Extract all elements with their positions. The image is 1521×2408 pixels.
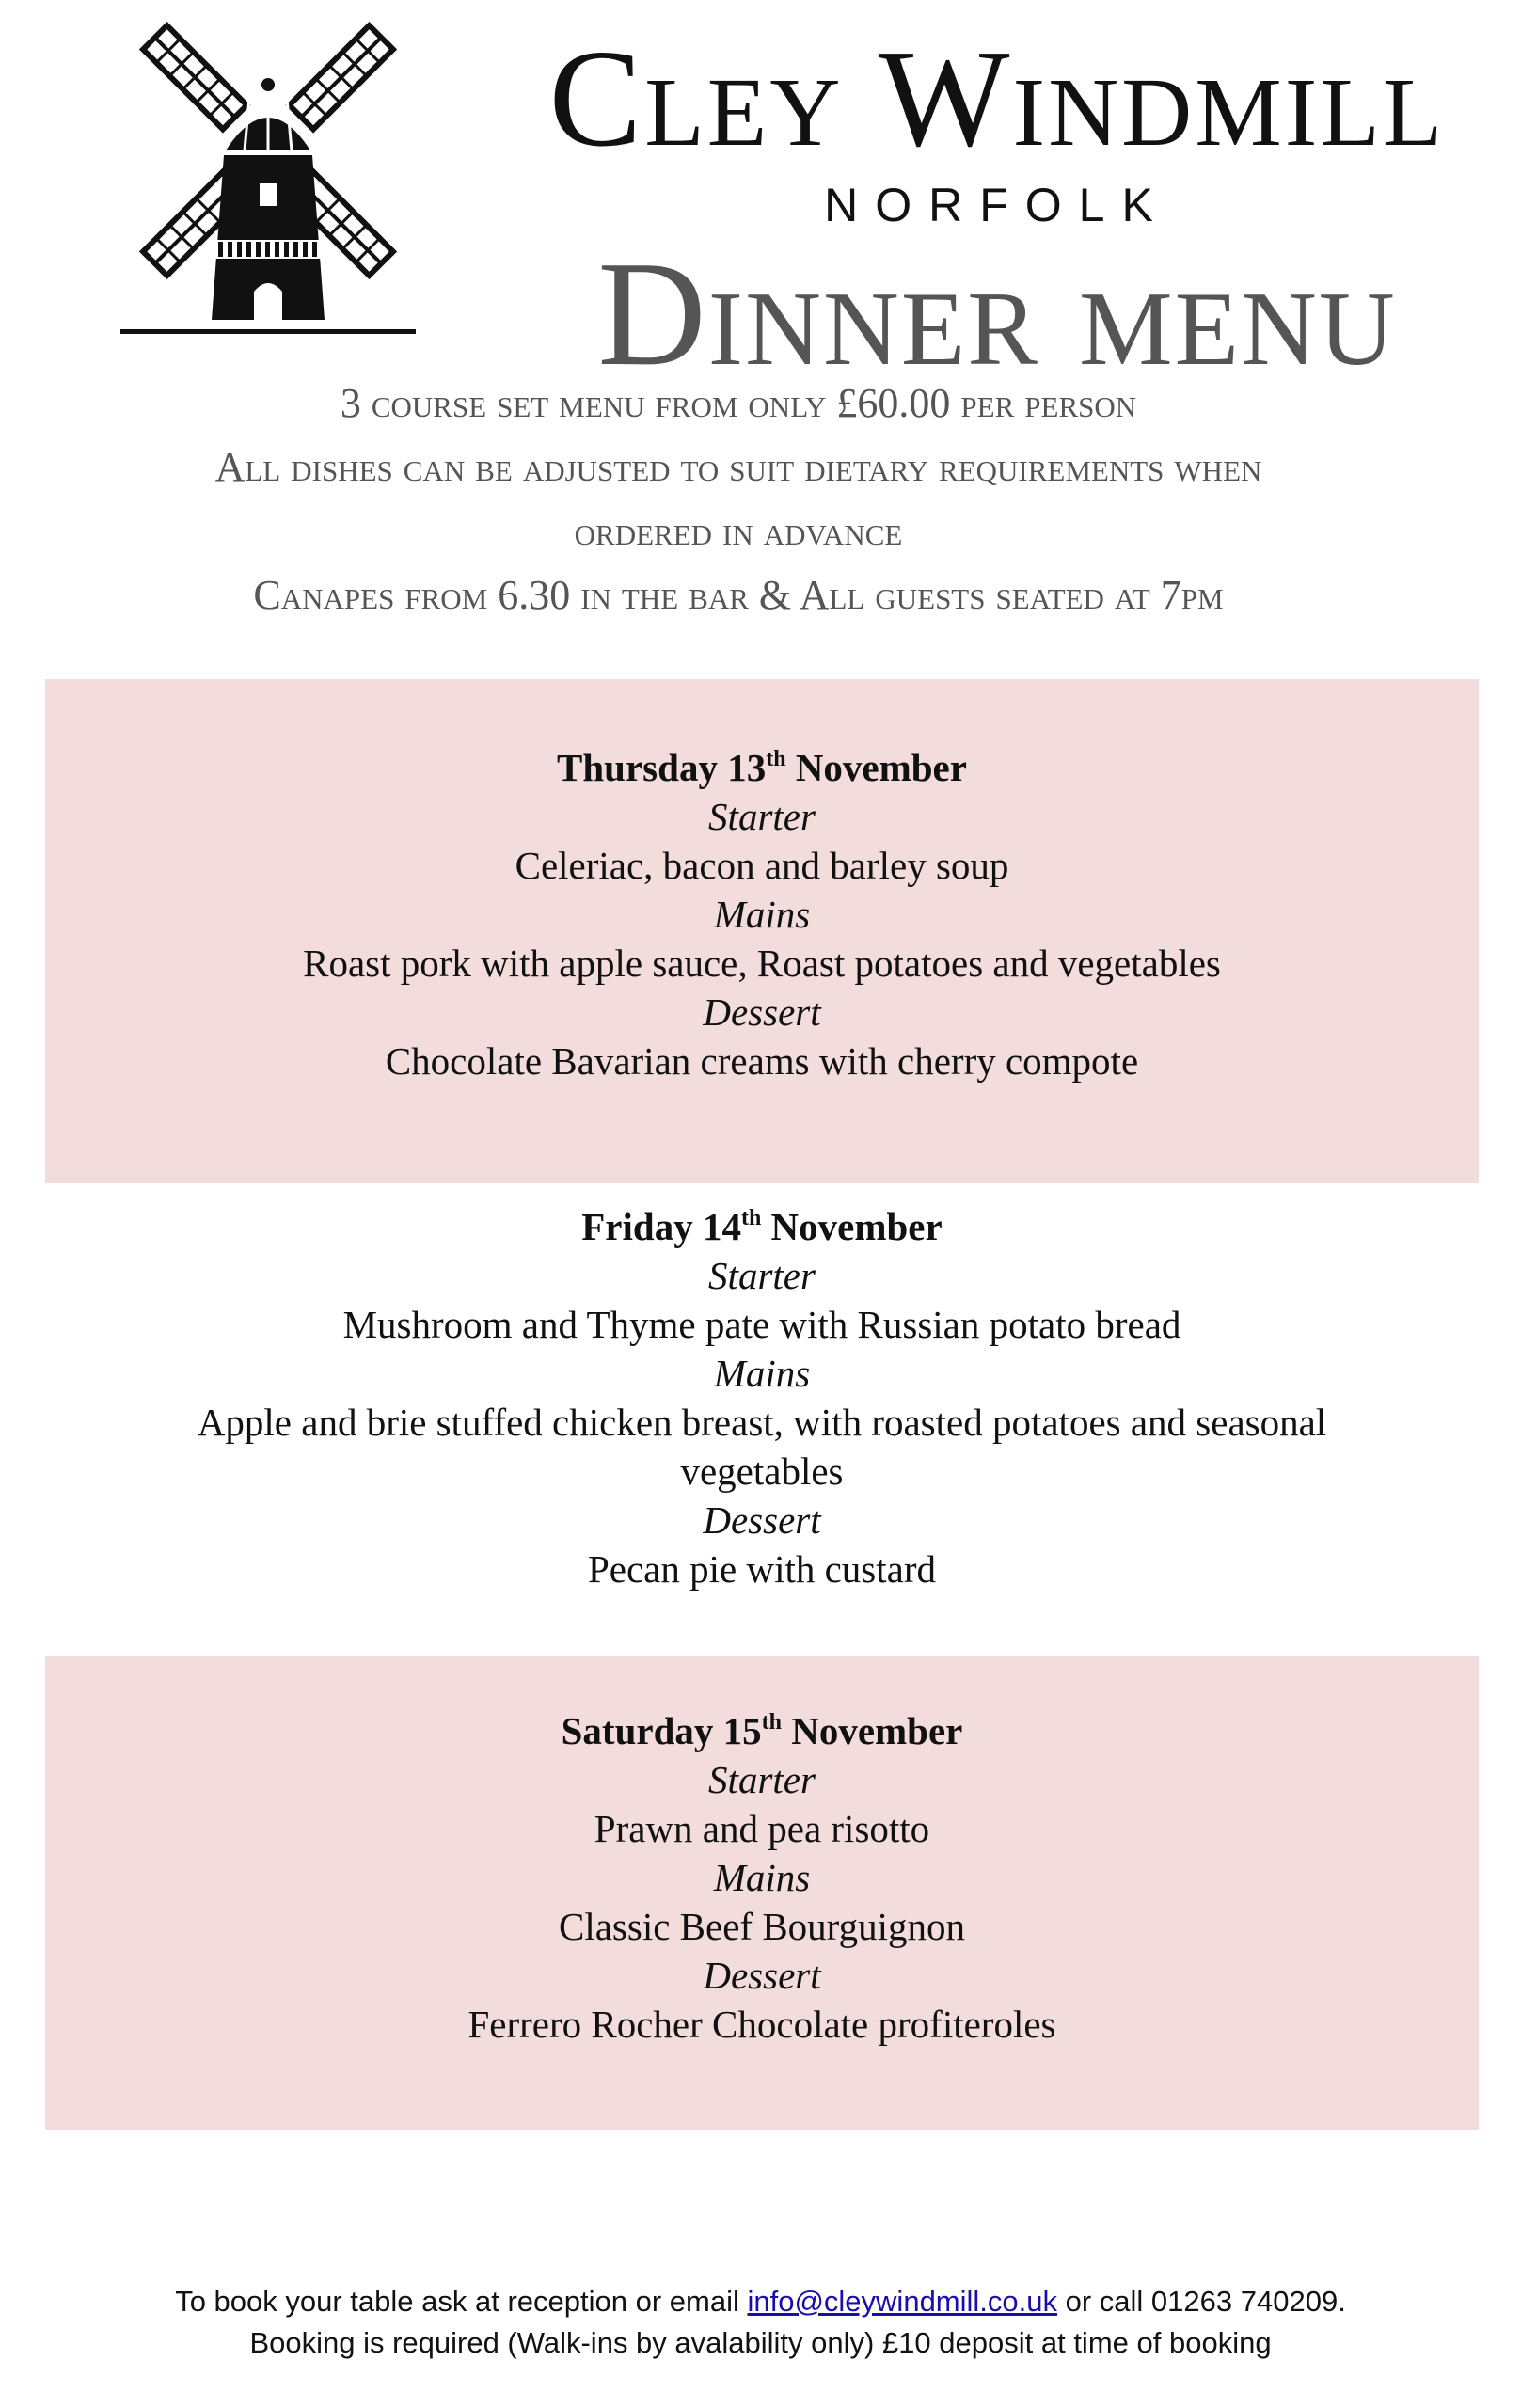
dish-starter: Prawn and pea risotto xyxy=(594,1807,930,1850)
menu-day-friday xyxy=(45,1202,1479,1635)
menu-day-thursday xyxy=(45,679,1479,1183)
day-suffix: th xyxy=(740,1206,762,1230)
course-label-starter: Starter xyxy=(708,1758,816,1801)
day-suffix: th xyxy=(766,747,786,771)
day-date: Thursday 13 xyxy=(557,746,767,789)
dish-dessert: Pecan pie with custard xyxy=(587,1547,937,1591)
day-date: Friday 14 xyxy=(581,1205,741,1248)
dish-starter: Celeriac, bacon and barley soup xyxy=(515,844,1009,887)
menu-title: Dinner menu xyxy=(597,230,1397,397)
day-title xyxy=(45,743,1479,792)
course-label-starter: Starter xyxy=(708,1254,816,1297)
email-link[interactable]: info@cleywindmill.co.uk xyxy=(747,2285,1057,2318)
day-suffix: th xyxy=(761,1710,782,1735)
dish-dessert: Chocolate Bavarian creams with cherry compote xyxy=(385,1039,1139,1083)
header xyxy=(0,0,1521,658)
brand-block xyxy=(508,22,1486,397)
booking-text: To book your table ask at reception or email xyxy=(175,2285,739,2318)
intro-line: Canapes from 6.30 in the bar & All guests seated at 7pm xyxy=(253,572,1224,618)
day-month: November xyxy=(791,1709,963,1752)
day-date: Saturday 15 xyxy=(561,1709,762,1752)
day-month: November xyxy=(770,1205,943,1248)
course-label-dessert: Dessert xyxy=(703,1498,821,1542)
dish-mains: Classic Beef Bourguignon xyxy=(559,1905,965,1948)
location-name: NORFOLK xyxy=(824,179,1170,231)
course-label-dessert: Dessert xyxy=(703,990,821,1034)
dish-mains-line: Apple and brie stuffed chicken breast, with roasted potatoes and seasonal xyxy=(197,1401,1327,1444)
dish-mains: Roast pork with apple sauce, Roast potatoes and vegetables xyxy=(303,942,1221,985)
intro-line: ordered in advance xyxy=(574,508,903,554)
day-title xyxy=(45,1202,1479,1251)
booking-line xyxy=(0,2281,1521,2322)
course-label-dessert: Dessert xyxy=(703,1954,821,1997)
course-label-starter: Starter xyxy=(708,795,816,838)
dish-starter: Mushroom and Thyme pate with Russian potato bread xyxy=(342,1303,1181,1346)
intro-line: All dishes can be adjusted to suit dietary requirements when xyxy=(214,444,1262,490)
menu-day-saturday xyxy=(45,1656,1479,2130)
day-title xyxy=(45,1706,1479,1755)
deposit-line: Booking is required (Walk-ins by avalability only) £10 deposit at time of booking xyxy=(249,2326,1272,2359)
course-label-mains: Mains xyxy=(713,1856,811,1899)
intro-line: 3 course set menu from only £60.00 per person xyxy=(340,380,1137,426)
phone-text: or call 01263 740209. xyxy=(1065,2285,1346,2318)
dish-dessert: Ferrero Rocher Chocolate profiteroles xyxy=(467,2003,1056,2046)
booking-footer xyxy=(0,2281,1521,2364)
windmill-logo-icon xyxy=(113,9,423,339)
day-month: November xyxy=(795,746,967,789)
dish-mains-line: vegetables xyxy=(680,1450,844,1493)
intro-text xyxy=(28,372,1449,627)
restaurant-name: Cley Windmill xyxy=(548,22,1446,176)
course-label-mains: Mains xyxy=(713,893,811,936)
course-label-mains: Mains xyxy=(713,1352,811,1395)
